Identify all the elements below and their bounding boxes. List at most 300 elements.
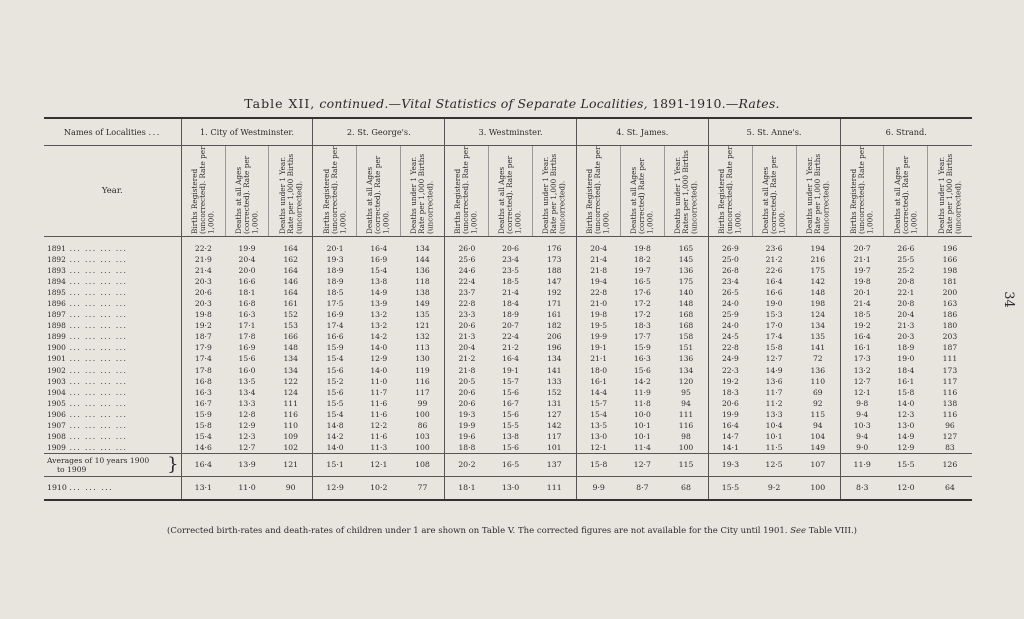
table-cell: 20·8 bbox=[897, 277, 915, 287]
year-label: 1900 ... ... ... ... bbox=[47, 343, 128, 353]
column-subheader: Births Registered (uncorrected). Rate per 1,000. bbox=[840, 146, 884, 237]
table-cell: 19·7 bbox=[840, 265, 884, 276]
table-cell: 13·8 bbox=[370, 277, 388, 287]
table-cell: 117 bbox=[546, 431, 562, 441]
table-cell: 16·3 bbox=[181, 387, 225, 398]
table-cell: 11·0 bbox=[225, 476, 269, 500]
column-subheader: Births Registered (uncorrected). Rate per 1,000. bbox=[181, 146, 225, 237]
table-cell: 17·4 bbox=[313, 320, 357, 331]
table-cell: 13·5 bbox=[576, 420, 620, 431]
table-cell: 134 bbox=[546, 354, 562, 364]
table-cell: 100 bbox=[796, 476, 840, 500]
table-cell: 21·8 bbox=[445, 365, 489, 376]
table-row bbox=[44, 265, 972, 276]
table-cell: 19·1 bbox=[502, 365, 520, 375]
table-cell: 26·6 bbox=[897, 244, 915, 254]
table-cell: 10·1 bbox=[633, 431, 651, 441]
table-cell: 20·3 bbox=[181, 276, 225, 287]
table-cell: 69 bbox=[812, 387, 823, 397]
table-cell: 19·9 bbox=[238, 244, 256, 254]
table-row bbox=[44, 309, 972, 320]
table-cell: 10·2 bbox=[357, 476, 401, 500]
table-cell: 19·9 bbox=[445, 420, 489, 431]
table-cell: 121 bbox=[415, 321, 430, 331]
table-cell: 15·6 bbox=[313, 365, 357, 376]
table-cell: 83 bbox=[945, 442, 955, 452]
table-cell: 12·0 bbox=[884, 476, 928, 500]
title-rates: Rates. bbox=[738, 96, 780, 111]
table-cell: 164 bbox=[283, 266, 298, 276]
table-cell: 11·4 bbox=[633, 442, 651, 452]
table-cell: 134 bbox=[415, 244, 430, 254]
table-cell: 23·6 bbox=[765, 244, 783, 254]
column-subheader: Deaths under 1 Year. Rates per 1,000 Births (uncorrected). bbox=[664, 146, 708, 237]
table-cell: 21·0 bbox=[576, 298, 620, 309]
table-cell: 15·4 bbox=[313, 409, 357, 420]
table-cell: 20·3 bbox=[897, 332, 915, 342]
table-cell: 15·8 bbox=[897, 387, 915, 397]
table-cell: 14·0 bbox=[897, 398, 915, 408]
table-cell: 68 bbox=[664, 476, 708, 500]
column-subheader: Births Registered (uncorrected). Rate per 1,000. bbox=[708, 146, 752, 237]
table-cell: 15·6 bbox=[502, 442, 520, 452]
table-cell: 16·4 bbox=[765, 277, 783, 287]
table-cell: 120 bbox=[678, 376, 694, 386]
table-row bbox=[44, 342, 972, 353]
table-cell: 11·8 bbox=[633, 398, 651, 408]
year-label: 1909 ... ... ... ... bbox=[47, 442, 128, 452]
table-cell: 18·7 bbox=[181, 331, 225, 342]
table-cell: 12·7 bbox=[620, 453, 664, 476]
table-cell: 20·6 bbox=[445, 398, 489, 409]
table-cell: 127 bbox=[546, 409, 562, 419]
table-cell: 15·6 bbox=[238, 354, 256, 364]
table-cell: 16·5 bbox=[633, 277, 651, 287]
table-cell: 12·1 bbox=[840, 387, 884, 398]
table-cell: 13·5 bbox=[238, 376, 256, 386]
table-cell: 15·4 bbox=[313, 353, 357, 364]
table-cell: 24·9 bbox=[708, 353, 752, 364]
column-subheader: Deaths under 1 Year. Rate per 1,000 Births (uncorrected). bbox=[401, 146, 445, 237]
table-cell: 20·4 bbox=[576, 237, 620, 255]
table-cell: 12·9 bbox=[370, 354, 388, 364]
table-cell: 20·2 bbox=[445, 453, 489, 476]
table-cell: 14·0 bbox=[370, 343, 388, 353]
table-cell: 175 bbox=[678, 277, 694, 287]
table-cell: 17·8 bbox=[181, 365, 225, 376]
table-cell: 137 bbox=[533, 453, 577, 476]
table-cell: 15·7 bbox=[576, 398, 620, 409]
table-cell: 11·6 bbox=[370, 409, 388, 419]
table-cell: 18·4 bbox=[897, 365, 915, 375]
table-cell: 18·9 bbox=[897, 343, 915, 353]
table-cell: 134 bbox=[678, 365, 694, 375]
table-cell: 136 bbox=[810, 365, 826, 375]
table-cell: 19·1 bbox=[576, 342, 620, 353]
table-cell: 186 bbox=[942, 310, 958, 320]
table-cell: 21·4 bbox=[181, 265, 225, 276]
table-cell: 12·1 bbox=[576, 442, 620, 454]
table-cell: 144 bbox=[415, 255, 430, 265]
table-cell: 13·0 bbox=[897, 420, 915, 430]
table-cell: 22·6 bbox=[765, 266, 783, 276]
table-cell: 165 bbox=[678, 244, 694, 254]
table-cell: 16·1 bbox=[576, 376, 620, 387]
table-cell: 148 bbox=[678, 299, 694, 309]
table-cell: 13·0 bbox=[489, 476, 533, 500]
table-cell: 26·9 bbox=[708, 237, 752, 255]
table-cell: 121 bbox=[269, 453, 313, 476]
table-cell: 16·9 bbox=[370, 255, 388, 265]
table-cell: 116 bbox=[283, 409, 298, 419]
table-cell: 10·1 bbox=[765, 431, 783, 441]
table-cell: 180 bbox=[942, 321, 958, 331]
table-cell: 100 bbox=[678, 442, 694, 452]
table-cell: 11·0 bbox=[370, 376, 388, 386]
year-label: 1906 ... ... ... ... bbox=[47, 409, 128, 419]
table-cell: 16·8 bbox=[181, 376, 225, 387]
table-cell: 138 bbox=[942, 398, 958, 408]
table-cell: 9·4 bbox=[840, 409, 884, 420]
table-cell: 20·4 bbox=[238, 255, 256, 265]
table-cell: 188 bbox=[546, 266, 562, 276]
table-cell: 19·3 bbox=[313, 254, 357, 265]
table-cell: 13·3 bbox=[238, 398, 256, 408]
table-cell: 149 bbox=[810, 442, 826, 452]
table-cell: 13·9 bbox=[225, 453, 269, 476]
table-cell: 116 bbox=[942, 409, 958, 419]
table-cell: 15·6 bbox=[633, 365, 651, 375]
table-cell: 13·2 bbox=[370, 321, 388, 331]
table-cell: 194 bbox=[810, 244, 826, 254]
table-cell: 17·5 bbox=[313, 298, 357, 309]
table-cell: 24·0 bbox=[708, 320, 752, 331]
table-cell: 15·4 bbox=[370, 266, 388, 276]
table-cell: 19·0 bbox=[897, 354, 915, 364]
table-cell: 21·2 bbox=[502, 343, 520, 353]
table-cell: 122 bbox=[283, 376, 298, 386]
table-row bbox=[44, 287, 972, 298]
table-cell: 12·5 bbox=[752, 453, 796, 476]
table-cell: 15·5 bbox=[313, 398, 357, 409]
table-cell: 11·5 bbox=[765, 442, 783, 452]
table-cell: 203 bbox=[942, 332, 958, 342]
table-cell: 133 bbox=[546, 376, 562, 386]
table-cell: 175 bbox=[810, 266, 826, 276]
table-cell: 26·0 bbox=[445, 237, 489, 255]
table-cell: 90 bbox=[269, 476, 313, 500]
table-cell: 142 bbox=[810, 277, 826, 287]
table-cell: 15·5 bbox=[708, 476, 752, 500]
table-cell: 20·6 bbox=[502, 244, 520, 254]
year-label: 1905 ... ... ... ... bbox=[47, 398, 128, 408]
table-cell: 15·4 bbox=[181, 431, 225, 442]
table-cell: 12·8 bbox=[238, 409, 256, 419]
table-cell: 12·7 bbox=[765, 354, 783, 364]
table-cell: 173 bbox=[546, 255, 562, 265]
locality-header: 6. Strand. bbox=[840, 118, 972, 146]
table-cell: 113 bbox=[415, 343, 430, 353]
table-cell: 19·6 bbox=[445, 431, 489, 442]
table-cell: 10·3 bbox=[840, 420, 884, 431]
column-subheader: Deaths at all Ages (corrected) Rate per 1,000. bbox=[620, 146, 664, 237]
table-cell: 14·6 bbox=[181, 442, 225, 454]
table-cell: 171 bbox=[546, 299, 562, 309]
table-cell: 14·8 bbox=[313, 420, 357, 431]
table-cell: 20·6 bbox=[445, 320, 489, 331]
table-cell: 26·8 bbox=[708, 265, 752, 276]
table-cell: 147 bbox=[546, 277, 562, 287]
table-cell: 18·9 bbox=[313, 265, 357, 276]
table-cell: 101 bbox=[546, 442, 562, 452]
table-cell: 14·9 bbox=[897, 431, 915, 441]
table-cell: 15·6 bbox=[502, 387, 520, 397]
table-cell: 21·1 bbox=[840, 254, 884, 265]
table-cell: 13·8 bbox=[502, 431, 520, 441]
table-cell: 17·1 bbox=[238, 321, 256, 331]
table-cell: 17·7 bbox=[633, 332, 651, 342]
table-cell: 16·4 bbox=[370, 244, 388, 254]
table-cell: 134 bbox=[283, 354, 298, 364]
table-cell: 13·0 bbox=[576, 431, 620, 442]
locality-header: 1. City of Westminster. bbox=[181, 118, 313, 146]
table-cell: 17·3 bbox=[840, 353, 884, 364]
table-cell: 14·2 bbox=[370, 332, 388, 342]
table-cell: 117 bbox=[415, 387, 430, 397]
table-cell: 16·0 bbox=[238, 365, 256, 375]
table-cell: 16·1 bbox=[897, 376, 915, 386]
table-cell: 17·8 bbox=[238, 332, 256, 342]
table-cell: 19·8 bbox=[576, 309, 620, 320]
table-cell: 13·2 bbox=[840, 365, 884, 376]
table-cell: 19·2 bbox=[181, 320, 225, 331]
vital-statistics-table bbox=[44, 117, 972, 501]
table-cell: 148 bbox=[810, 288, 826, 298]
table-cell: 25·9 bbox=[708, 309, 752, 320]
table-cell: 72 bbox=[812, 354, 823, 364]
year-label: 1891 ... ... ... ... bbox=[47, 244, 128, 254]
table-cell: 20·4 bbox=[445, 342, 489, 353]
table-cell: 163 bbox=[942, 299, 958, 309]
table-row bbox=[44, 376, 972, 387]
table-cell: 146 bbox=[283, 277, 298, 287]
table-row bbox=[44, 276, 972, 287]
column-subheader: Deaths under 1 Year. Rate per 1,000 Births (uncorrected). bbox=[533, 146, 577, 237]
summary-rows bbox=[44, 453, 972, 500]
table-cell: 86 bbox=[417, 420, 428, 430]
table-cell: 100 bbox=[415, 409, 430, 419]
table-cell: 15·8 bbox=[765, 343, 783, 353]
table-title bbox=[0, 96, 1024, 111]
year-label: 1893 ... ... ... ... bbox=[47, 266, 128, 276]
table-cell: 198 bbox=[942, 266, 958, 276]
table-cell: 164 bbox=[283, 244, 298, 254]
table-cell: 134 bbox=[810, 321, 826, 331]
table-cell: 15·9 bbox=[313, 342, 357, 353]
table-cell: 92 bbox=[812, 398, 823, 408]
table-cell: 124 bbox=[810, 310, 826, 320]
table-cell: 20·1 bbox=[840, 287, 884, 298]
table-cell: 151 bbox=[678, 343, 694, 353]
column-subheader: Deaths at all Ages (corrected). Rate per 1,000. bbox=[225, 146, 269, 237]
table-cell: 164 bbox=[283, 288, 298, 298]
table-cell: 24·6 bbox=[445, 265, 489, 276]
year-1910-row bbox=[44, 476, 972, 500]
table-cell: 10·0 bbox=[633, 409, 651, 419]
table-cell: 18·4 bbox=[502, 299, 520, 309]
table-cell: 111 bbox=[283, 398, 298, 408]
table-cell: 206 bbox=[546, 332, 562, 342]
year-label: 1903 ... ... ... ... bbox=[47, 376, 128, 386]
table-cell: 17·0 bbox=[765, 321, 783, 331]
title-continued: continued.— bbox=[319, 96, 402, 111]
table-cell: 18·5 bbox=[840, 309, 884, 320]
table-cell: 12·2 bbox=[370, 420, 388, 430]
table-cell: 111 bbox=[533, 476, 577, 500]
table-cell: 23·4 bbox=[502, 255, 520, 265]
table-cell: 12·7 bbox=[840, 376, 884, 387]
table-cell: 20·3 bbox=[181, 298, 225, 309]
column-subheader: Deaths at all Ages (corrected). Rate per 1,000. bbox=[357, 146, 401, 237]
table-cell: 16·7 bbox=[181, 398, 225, 409]
table-cell: 11·9 bbox=[840, 453, 884, 476]
table-cell: 126 bbox=[928, 453, 972, 476]
table-cell: 117 bbox=[942, 376, 958, 386]
table-cell: 18·5 bbox=[313, 287, 357, 298]
table-row bbox=[44, 431, 972, 442]
table-cell: 17·2 bbox=[633, 299, 651, 309]
column-subheader: Deaths at all Ages (corrected). Rate per 1,000. bbox=[884, 146, 928, 237]
table-cell: 94 bbox=[812, 420, 823, 430]
table-cell: 18·1 bbox=[445, 476, 489, 500]
table-cell: 111 bbox=[942, 354, 958, 364]
table-cell: 18·8 bbox=[445, 442, 489, 454]
table-cell: 148 bbox=[283, 343, 298, 353]
table-cell: 196 bbox=[942, 244, 958, 254]
table-cell: 116 bbox=[942, 387, 958, 397]
year-label: 1901 ... ... ... ... bbox=[47, 354, 128, 364]
table-cell: 119 bbox=[415, 365, 430, 375]
table-cell: 19·0 bbox=[765, 299, 783, 309]
table-cell: 16·6 bbox=[313, 331, 357, 342]
table-row bbox=[44, 365, 972, 376]
table-cell: 96 bbox=[945, 420, 955, 430]
table-cell: 77 bbox=[401, 476, 445, 500]
title-years: 1891-1910.— bbox=[651, 96, 739, 111]
table-cell: 64 bbox=[928, 476, 972, 500]
table-cell: 25·2 bbox=[897, 266, 915, 276]
table-cell: 21·4 bbox=[840, 298, 884, 309]
table-cell: 17·9 bbox=[181, 342, 225, 353]
table-cell: 8·3 bbox=[840, 476, 884, 500]
table-cell: 19·8 bbox=[633, 244, 651, 254]
table-cell: 21·4 bbox=[502, 288, 520, 298]
table-cell: 16·4 bbox=[502, 354, 520, 364]
table-cell: 21·9 bbox=[181, 254, 225, 265]
table-cell: 15·5 bbox=[884, 453, 928, 476]
table-cell: 115 bbox=[664, 453, 708, 476]
table-cell: 16·7 bbox=[502, 398, 520, 408]
table-label: Table XII, bbox=[244, 96, 316, 111]
year-label: 1907 ... ... ... ... bbox=[47, 420, 128, 430]
table-cell: 21·3 bbox=[897, 321, 915, 331]
column-subheader: Deaths at all Ages (corrected). Rate per 1,000. bbox=[489, 146, 533, 237]
locality-header: 4. St. James. bbox=[576, 118, 708, 146]
table-cell: 16·5 bbox=[489, 453, 533, 476]
table-cell: 152 bbox=[283, 310, 298, 320]
locality-header-row bbox=[44, 118, 972, 146]
table-cell: 21·1 bbox=[576, 353, 620, 364]
table-cell: 127 bbox=[942, 431, 958, 441]
table-cell: 18·5 bbox=[502, 277, 520, 287]
table-cell: 11·6 bbox=[370, 431, 388, 441]
table-cell: 161 bbox=[283, 299, 298, 309]
table-cell: 19·9 bbox=[576, 331, 620, 342]
table-cell: 14·2 bbox=[633, 376, 651, 386]
table-cell: 25·0 bbox=[708, 254, 752, 265]
table-cell: 22·8 bbox=[708, 342, 752, 353]
table-cell: 22·1 bbox=[897, 288, 915, 298]
table-cell: 11·7 bbox=[370, 387, 388, 397]
table-row bbox=[44, 254, 972, 265]
table-cell: 18·1 bbox=[238, 288, 256, 298]
table-cell: 141 bbox=[810, 343, 826, 353]
table-cell: 15·8 bbox=[181, 420, 225, 431]
table-cell: 23·4 bbox=[708, 276, 752, 287]
table-cell: 13·3 bbox=[765, 409, 783, 419]
table-cell: 18·2 bbox=[633, 255, 651, 265]
table-cell: 21·2 bbox=[765, 255, 783, 265]
table-cell: 16·6 bbox=[238, 277, 256, 287]
table-cell: 13·4 bbox=[238, 387, 256, 397]
table-cell: 26·5 bbox=[708, 287, 752, 298]
table-cell: 16·4 bbox=[708, 420, 752, 431]
table-cell: 166 bbox=[283, 332, 298, 342]
table-cell: 15·7 bbox=[502, 376, 520, 386]
table-cell: 116 bbox=[415, 376, 430, 386]
table-cell: 109 bbox=[283, 431, 298, 441]
column-subheader: Deaths under 1 Year. Rate per 1,000 Births (uncorrected). bbox=[928, 146, 972, 237]
table-cell: 136 bbox=[678, 354, 694, 364]
table-cell: 10·4 bbox=[765, 420, 783, 430]
table-cell: 11·6 bbox=[370, 398, 388, 408]
table-cell: 9·9 bbox=[576, 476, 620, 500]
table-cell: 14·0 bbox=[370, 365, 388, 375]
table-cell: 19·3 bbox=[708, 453, 752, 476]
table-row bbox=[44, 387, 972, 398]
table-cell: 135 bbox=[810, 332, 826, 342]
table-cell: 21·4 bbox=[576, 254, 620, 265]
table-cell: 187 bbox=[942, 343, 958, 353]
table-cell: 118 bbox=[415, 277, 430, 287]
table-cell: 9·0 bbox=[840, 442, 884, 454]
table-cell: 200 bbox=[942, 288, 958, 298]
table-cell: 18·3 bbox=[633, 321, 651, 331]
table-cell: 107 bbox=[796, 453, 840, 476]
table-row bbox=[44, 353, 972, 364]
table-cell: 11·7 bbox=[765, 387, 783, 397]
table-cell: 141 bbox=[546, 365, 562, 375]
table-cell: 15·3 bbox=[765, 310, 783, 320]
table-row bbox=[44, 442, 972, 454]
table-cell: 11·3 bbox=[370, 442, 388, 452]
column-subheader: Births Registered (uncorrected). Rate per 1,000. bbox=[313, 146, 357, 237]
table-cell: 22·2 bbox=[181, 237, 225, 255]
table-cell: 140 bbox=[678, 288, 694, 298]
table-cell: 145 bbox=[678, 255, 694, 265]
year-label: 1895 ... ... ... ... bbox=[47, 288, 128, 298]
table-cell: 22·3 bbox=[708, 365, 752, 376]
